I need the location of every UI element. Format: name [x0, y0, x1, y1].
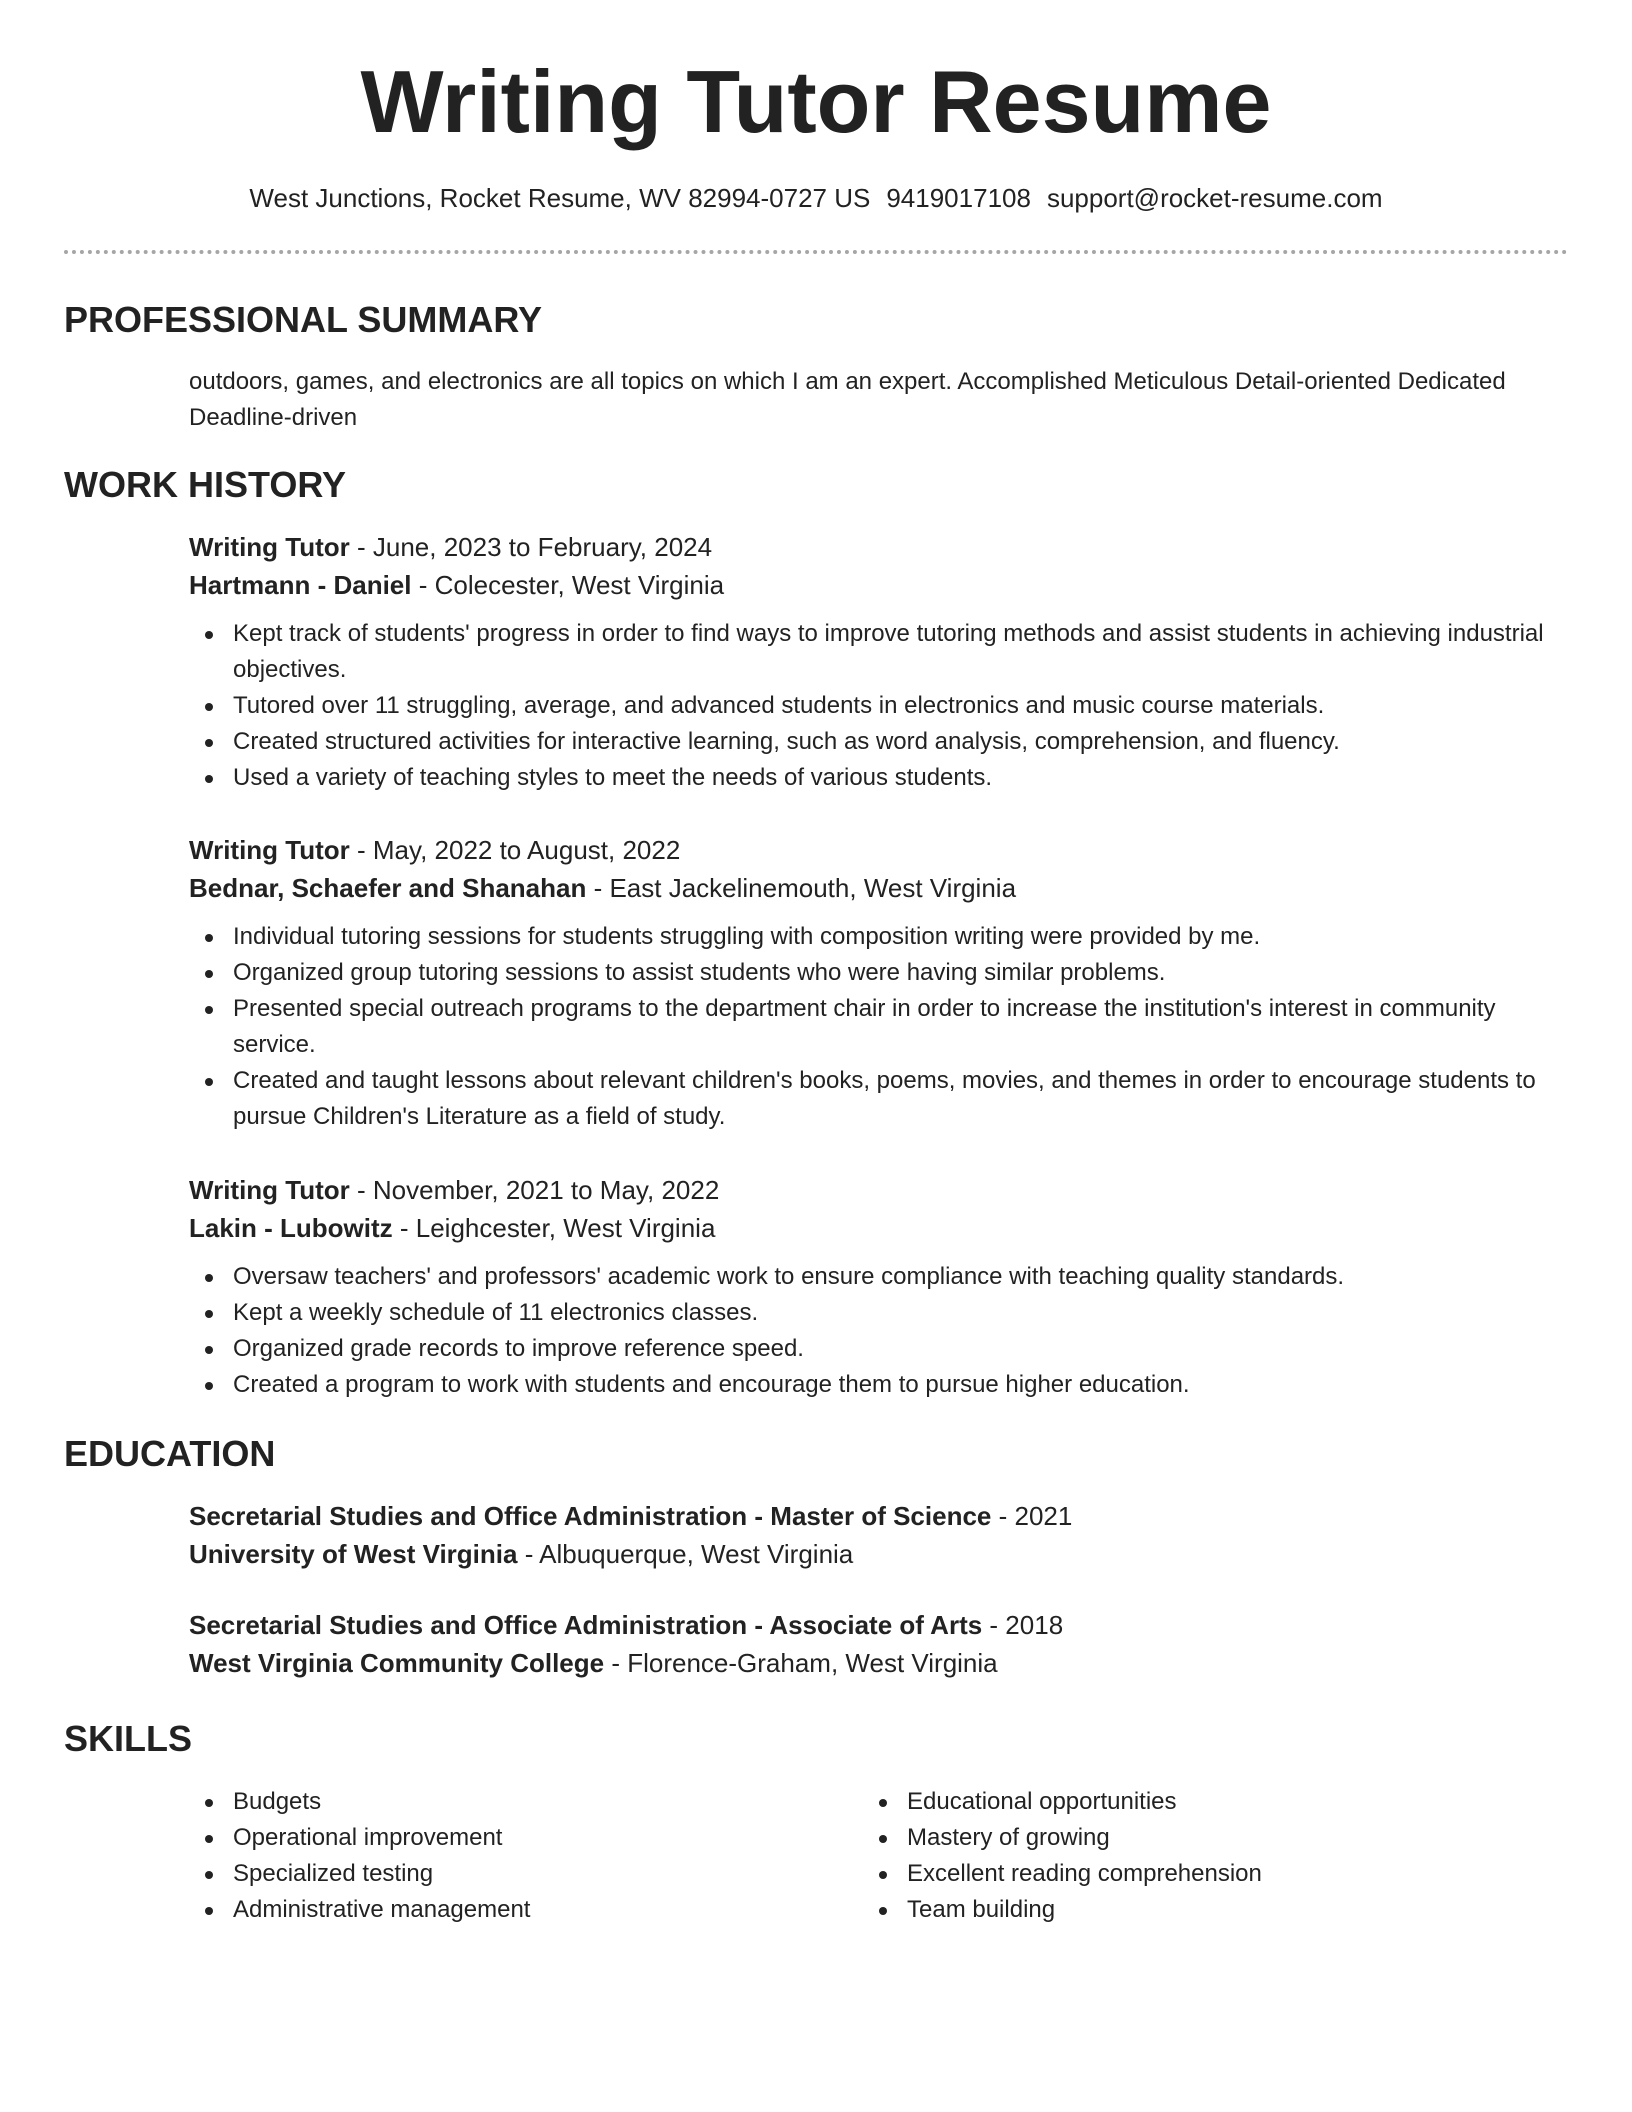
skill-item: Mastery of growing — [863, 1820, 1503, 1856]
job-company-line — [189, 869, 1569, 907]
job-bullet: Oversaw teachers' and professors' academic work to ensure compliance with teaching quality standards. — [189, 1259, 1569, 1295]
job-title-line — [189, 831, 1569, 869]
summary-heading: PROFESSIONAL SUMMARY — [64, 299, 543, 340]
education-entry — [189, 1606, 1569, 1682]
job-title: Writing Tutor — [189, 835, 350, 865]
skill-item: Operational improvement — [189, 1820, 829, 1856]
skills-list — [189, 1784, 829, 1928]
job-company: Hartmann - Daniel — [189, 570, 412, 600]
education-year: - 2018 — [982, 1610, 1064, 1640]
job-bullet: Created structured activities for interactive learning, such as word analysis, comprehension, and fluency. — [189, 724, 1569, 760]
job-title: Writing Tutor — [189, 532, 350, 562]
job-title-line — [189, 1171, 1569, 1209]
education-school: University of West Virginia — [189, 1539, 518, 1569]
job-bullet: Kept a weekly schedule of 11 electronics classes. — [189, 1295, 1569, 1331]
education-school-line — [189, 1644, 1569, 1682]
education-degree: Secretarial Studies and Office Administration - Associate of Arts — [189, 1610, 983, 1640]
job-dates: - June, 2023 to February, 2024 — [349, 532, 713, 562]
work-history-heading: WORK HISTORY — [64, 464, 347, 505]
job-bullet: Kept track of students' progress in order to find ways to improve tutoring methods and assist students in achieving industrial objectives. — [189, 616, 1569, 688]
skill-item: Budgets — [189, 1784, 829, 1820]
job-location: - East Jackelinemouth, West Virginia — [586, 873, 1017, 903]
job-bullets — [189, 919, 1569, 1135]
job-title-line — [189, 528, 1569, 566]
header-divider — [64, 250, 1568, 254]
job-bullet: Organized group tutoring sessions to assist students who were having similar problems. — [189, 955, 1569, 991]
education-year: - 2021 — [991, 1501, 1073, 1531]
skill-item: Educational opportunities — [863, 1784, 1503, 1820]
job-company-line — [189, 1209, 1569, 1247]
job-entry — [189, 1171, 1569, 1403]
education-degree-line — [189, 1606, 1569, 1644]
job-bullets — [189, 616, 1569, 796]
job-bullet: Created a program to work with students and encourage them to pursue higher education. — [189, 1367, 1569, 1403]
job-title: Writing Tutor — [189, 1175, 350, 1205]
education-degree-line — [189, 1497, 1569, 1535]
job-bullet: Used a variety of teaching styles to meet the needs of various students. — [189, 760, 1569, 796]
job-bullet: Individual tutoring sessions for students struggling with composition writing were provided by me. — [189, 919, 1569, 955]
contact-line — [0, 180, 1632, 216]
job-bullet: Presented special outreach programs to the department chair in order to increase the institution's interest in community service. — [189, 991, 1569, 1063]
job-entry — [189, 831, 1569, 1135]
skills-list — [863, 1784, 1503, 1928]
job-company-line — [189, 566, 1569, 604]
job-entry — [189, 528, 1569, 796]
job-company: Lakin - Lubowitz — [189, 1213, 393, 1243]
summary-section — [189, 364, 1569, 436]
education-degree: Secretarial Studies and Office Administration - Master of Science — [189, 1501, 992, 1531]
job-bullets — [189, 1259, 1569, 1403]
job-dates: - May, 2022 to August, 2022 — [349, 835, 681, 865]
education-entry — [189, 1497, 1569, 1573]
job-company: Bednar, Schaefer and Shanahan — [189, 873, 587, 903]
summary-text: outdoors, games, and electronics are all topics on which I am an expert. Accomplished Meticulous Detail-oriented Dedicated Deadline-driven — [189, 368, 1506, 431]
job-bullet: Created and taught lessons about relevant children's books, poems, movies, and themes in order to encourage students to pursue Children's Literature as a field of study. — [189, 1063, 1569, 1135]
skill-item: Excellent reading comprehension — [863, 1856, 1503, 1892]
education-location: - Florence-Graham, West Virginia — [604, 1648, 998, 1678]
job-bullet: Tutored over 11 struggling, average, and advanced students in electronics and music course materials. — [189, 688, 1569, 724]
education-heading: EDUCATION — [64, 1433, 276, 1474]
contact-address: West Junctions, Rocket Resume, WV 82994-0727 US — [249, 183, 871, 213]
job-location: - Colecester, West Virginia — [411, 570, 725, 600]
job-bullet: Organized grade records to improve reference speed. — [189, 1331, 1569, 1367]
job-location: - Leighcester, West Virginia — [392, 1213, 716, 1243]
contact-phone: 9419017108 — [886, 183, 1031, 213]
skills-heading: SKILLS — [64, 1718, 193, 1759]
contact-email: support@rocket-resume.com — [1046, 183, 1383, 213]
skill-item: Administrative management — [189, 1892, 829, 1928]
education-school: West Virginia Community College — [189, 1648, 605, 1678]
skill-item: Specialized testing — [189, 1856, 829, 1892]
job-dates: - November, 2021 to May, 2022 — [349, 1175, 720, 1205]
skill-item: Team building — [863, 1892, 1503, 1928]
skills-column-right — [863, 1784, 1503, 1928]
education-location: - Albuquerque, West Virginia — [517, 1539, 854, 1569]
skills-column-left — [189, 1784, 829, 1928]
resume-title: Writing Tutor Resume — [360, 52, 1272, 151]
education-school-line — [189, 1535, 1569, 1573]
